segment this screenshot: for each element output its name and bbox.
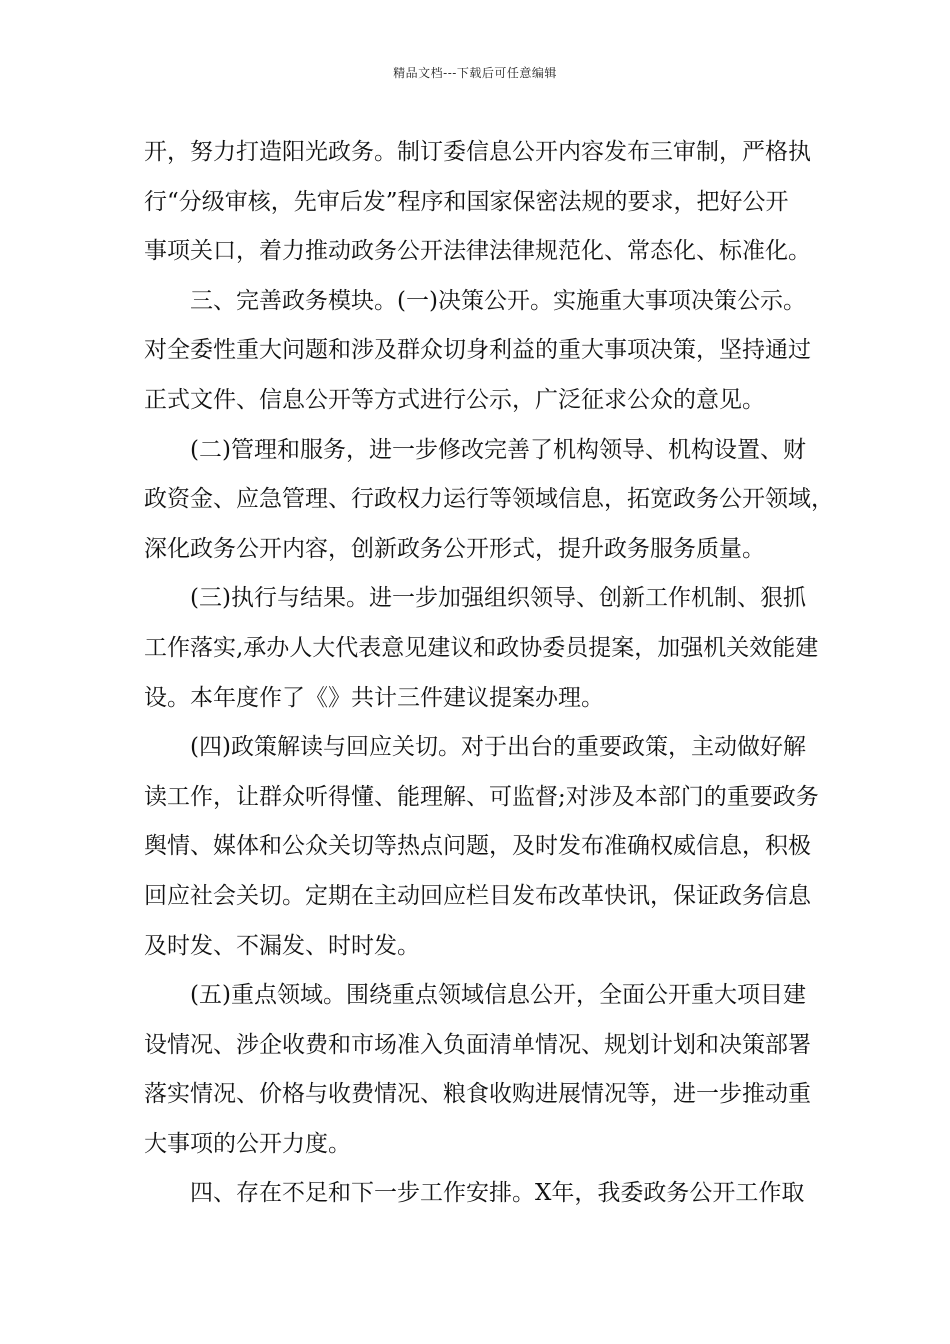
text-line: 工作落实,承办人大代表意见建议和政协委员提案，加强机关效能建 [144, 634, 819, 661]
text-line: 落实情况、价格与收费情况、粮食收购进展情况等，进一步推动重 [144, 1081, 811, 1108]
text-line: 舆情、媒体和公众关切等热点问题，及时发布准确权威信息，积极 [144, 833, 811, 860]
text-line: 深化政务公开内容，创新政务公开形式，提升政务服务质量。 [144, 535, 765, 562]
text-line: 三、完善政务模块。(一)决策公开。实施重大事项决策公示。 [190, 287, 806, 314]
text-line: 及时发、不漏发、时时发。 [144, 932, 420, 959]
text-line: (三)执行与结果。进一步加强组织领导、创新工作机制、狠抓 [190, 585, 806, 612]
text-line: 对全委性重大问题和涉及群众切身利益的重大事项决策，坚持通过 [144, 337, 811, 364]
text-line: (五)重点领域。围绕重点领域信息公开，全面公开重大项目建 [190, 982, 806, 1009]
text-line: 回应社会关切。定期在主动回应栏目发布改革快讯，保证政务信息 [144, 882, 811, 909]
text-line: 大事项的公开力度。 [144, 1130, 351, 1157]
text-line: 设。本年度作了《》共计三件建议提案办理。 [144, 684, 604, 711]
text-line: 正式文件、信息公开等方式进行公示，广泛征求公众的意见。 [144, 386, 765, 413]
document-body [144, 128, 834, 1219]
text-line: 设情况、涉企收费和市场准入负面清单情况、规划计划和决策部署 [144, 1031, 811, 1058]
text-line: 政资金、应急管理、行政权力运行等领域信息，拓宽政务公开领域， [144, 486, 834, 513]
text-line: 读工作，让群众听得懂、能理解、可监督;对涉及本部门的重要政务 [144, 783, 819, 810]
page-header: 精品文档---下载后可任意编辑 [393, 66, 557, 80]
text-line: 开，努力打造阳光政务。制订委信息公开内容发布三审制，严格执 [144, 139, 811, 165]
text-line: 行“分级审核，先审后发”程序和国家保密法规的要求，把好公开 [144, 188, 789, 215]
text-line: 四、存在不足和下一步工作安排。X年，我委政务公开工作取 [190, 1180, 805, 1207]
text-line: (二)管理和服务，进一步修改完善了机构领导、机构设置、财 [190, 436, 806, 463]
text-line: 事项关口，着力推动政务公开法律法律规范化、常态化、标准化。 [144, 238, 811, 265]
text-line: (四)政策解读与回应关切。对于出台的重要政策，主动做好解 [190, 734, 806, 761]
